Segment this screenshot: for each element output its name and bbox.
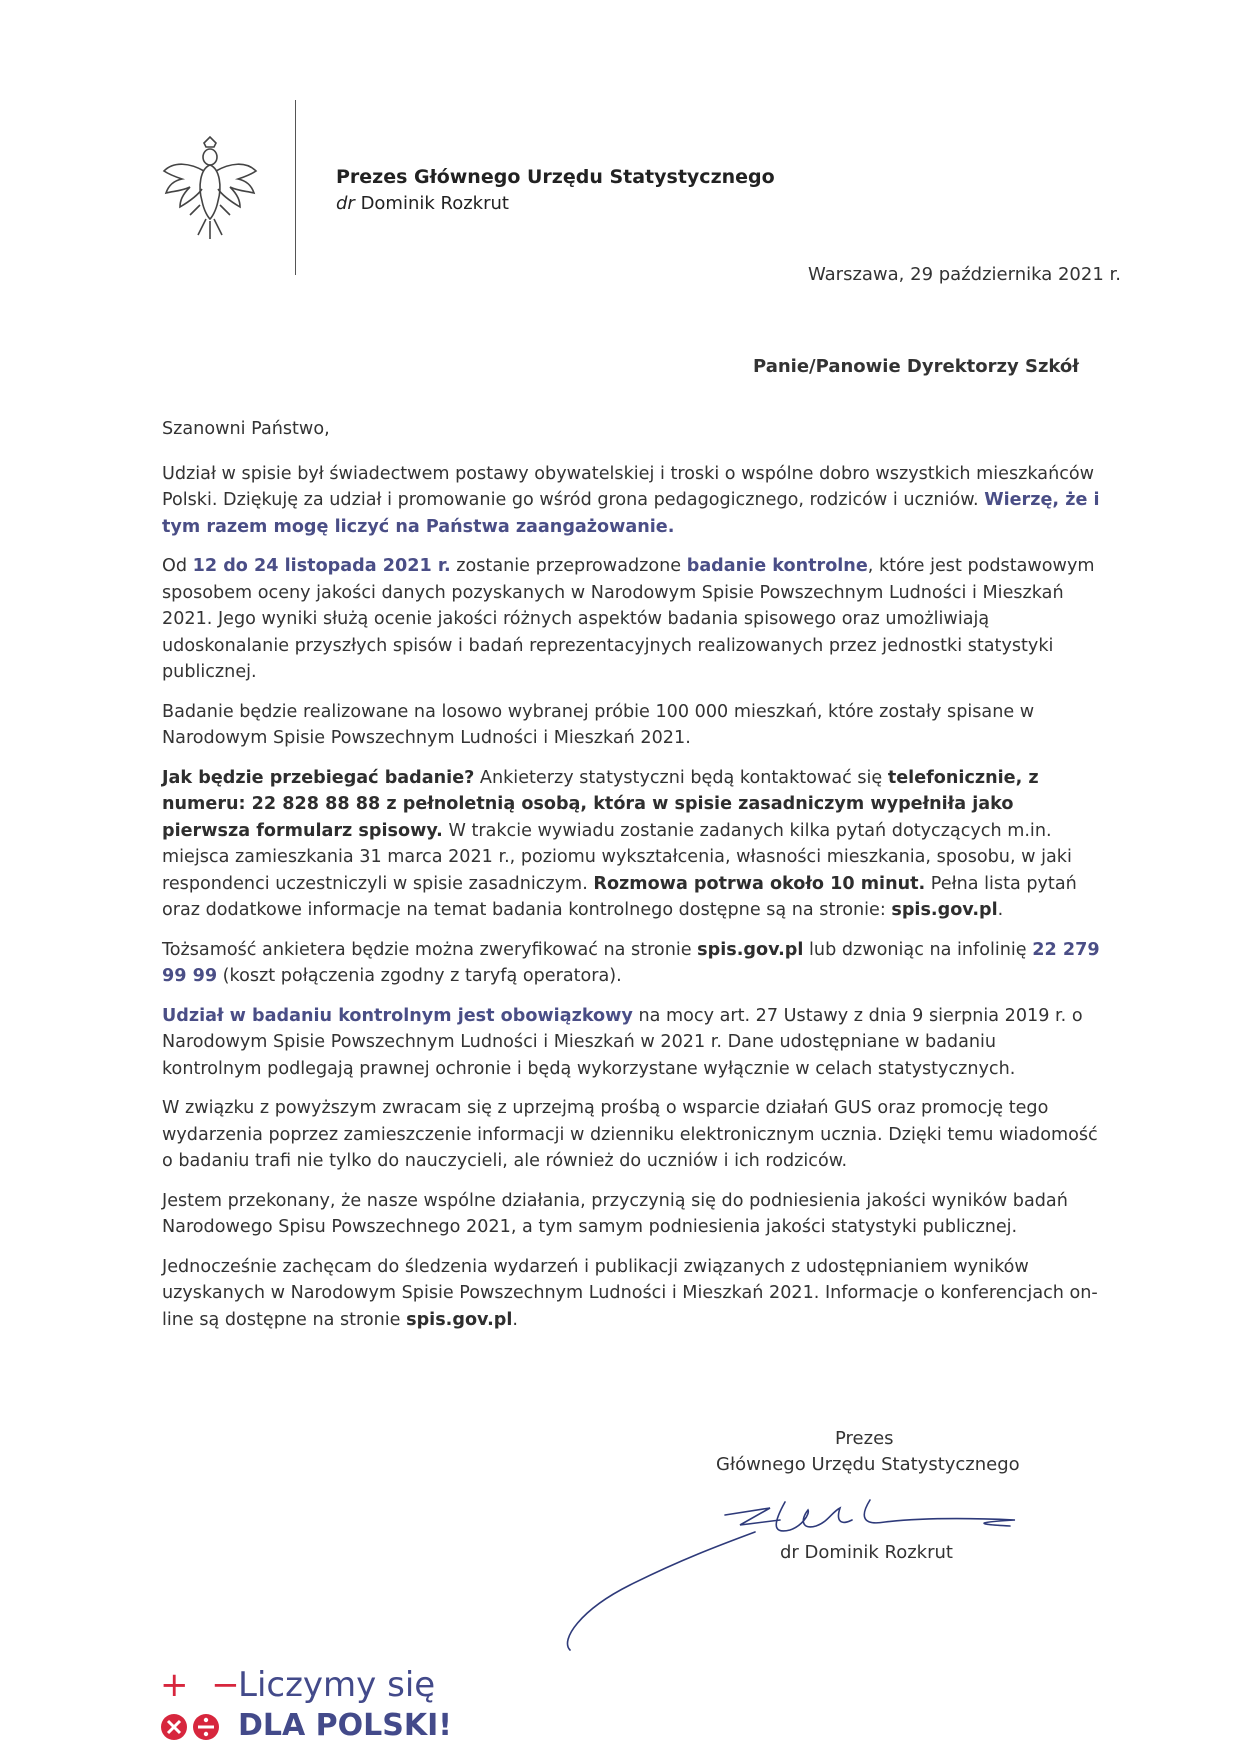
p2-text-e: , które jest podstawowym sposobem oceny jakości danych pozyskanych w Narodowym Spisie Powszechnym Ludności i Mieszkań 2021. Jego wyniki służą ocenie jakości różnych aspektów badania spisowego oraz umożliwiają udoskonalanie przyszłych spisów i badań reprezentacyjnych realizowanych przez jednostki statystyki publicznej.	[162, 556, 1095, 682]
polish-eagle-emblem-icon	[160, 135, 260, 245]
p2-text-a: Od	[162, 556, 193, 576]
paragraph-4	[162, 765, 1100, 924]
paragraph-1	[162, 461, 1100, 541]
signatory-name: dr Dominik Rozkrut	[780, 1542, 953, 1563]
p6-text-b: na mocy art. 27 Ustawy z dnia 9 sierpnia 2019 r. o Narodowym Spisie Powszechnym Ludności i Mieszkań w 2021 r. Dane udostępniane w badaniu kontrolnym podlegają prawnej ochronie i będą wykorzystane wyłącznie w celach statystycznych.	[162, 1005, 1083, 1079]
addressee: Panie/Panowie Dyrektorzy Szkół	[753, 356, 1079, 377]
handwritten-signature	[540, 1490, 1140, 1660]
p4-text-d: W trakcie wywiadu zostanie zadanych kilka pytań dotyczących m.in. miejsca zamieszkania 31 marca 2021 r., poziomu wykształcenia, własności mieszkania, sposobu, w jaki respondenci uczestniczyli w spisie zasadniczym.	[162, 820, 1072, 894]
p1-emphasis: Wierzę, że i tym razem mogę liczyć na Państwa zaangażowanie.	[162, 490, 1100, 537]
p1-text: Udział w spisie był świadectwem postawy obywatelskiej i troski o wspólne dobro wszystkich mieszkańców Polski. Dziękuję za udział i promowanie go wśród grona pedagogicznego, rodziców i uczniów.	[162, 463, 1095, 510]
p6-mandatory: Udział w badaniu kontrolnym jest obowiązkowy	[162, 1005, 633, 1026]
header-title: Prezes Głównego Urzędu Statystycznego	[336, 166, 775, 188]
paragraph-2	[162, 553, 1100, 686]
greeting: Szanowni Państwo,	[162, 419, 330, 439]
p4-text-h: .	[997, 900, 1004, 920]
signature-title-line1: Prezes	[835, 1428, 894, 1449]
letter-date: Warszawa, 29 października 2021 r.	[808, 264, 1121, 285]
paragraph-7: W związku z powyższym zwracam się z uprzejmą prośbą o wsparcie działań GUS oraz promocję tego wydarzenia poprzez zamieszczenie informacji w dzienniku elektronicznym ucznia. Dzięki temu wiadomość o badaniu trafi nie tylko do nauczycieli, ale również do uczniów i ich rodziców.	[162, 1098, 1098, 1171]
logo-symbols: + −	[160, 1665, 246, 1705]
p4-phone-info: telefonicznie, z numeru: 22 828 88 88 z pełnoletnią osobą, która w spisie zasadniczym wypełniła jako pierwsza formularz spisowy.	[162, 767, 1039, 841]
header-sub-prefix: dr	[336, 193, 355, 214]
header-subtitle	[336, 193, 509, 214]
signature-title-line2: Głównego Urzędu Statystycznego	[716, 1454, 1020, 1475]
paragraph-9	[162, 1254, 1100, 1334]
p4-question: Jak będzie przebiegać badanie?	[162, 767, 475, 788]
paragraph-8: Jestem przekonany, że nasze wspólne działania, przyczynią się do podniesienia jakości wyników badań Narodowego Spisu Powszechnego 2021, a tym samym podniesienia jakości statystyki publicznej.	[162, 1190, 1068, 1237]
paragraph-3: Badanie będzie realizowane na losowo wybranej próbie 100 000 mieszkań, które zostały spisane w Narodowym Spisie Powszechnym Ludności i Mieszkań 2021.	[162, 701, 1035, 748]
campaign-logo	[160, 1665, 460, 1745]
logo-line1: Liczymy się	[238, 1665, 436, 1705]
p5-hotline: 22 279 99 99	[162, 939, 1100, 986]
paragraph-6	[162, 1003, 1100, 1083]
paragraph-5	[162, 937, 1100, 990]
p4-duration: Rozmowa potrwa około 10 minut.	[593, 873, 926, 894]
p9-text-c: .	[512, 1309, 518, 1330]
logo-math-icons	[160, 1711, 232, 1743]
p2-survey: badanie kontrolne	[686, 556, 868, 576]
p4-website-link[interactable]: spis.gov.pl	[891, 900, 998, 920]
p2-dates: 12 do 24 listopada 2021 r.	[192, 556, 451, 576]
logo-line2: DLA POLSKI!	[238, 1708, 452, 1743]
p2-text-c: zostanie przeprowadzone	[450, 556, 687, 576]
p9-text-a: Jednocześnie zachęcam do śledzenia wydarzeń i publikacji związanych z udostępnianiem wyników uzyskanych w Narodowym Spisie Powszechnym Ludności i Mieszkań 2021. Informacje o konferencjach on-line są dostępne na stronie	[162, 1256, 1098, 1330]
p5-text-e: (koszt połączenia zgodny z taryfą operatora).	[217, 966, 622, 986]
header-sub-name: Dominik Rozkrut	[360, 193, 509, 214]
p4-text-b: Ankieterzy statystyczni będą kontaktować się	[474, 767, 888, 788]
p9-website-link[interactable]: spis.gov.pl	[406, 1309, 513, 1330]
header-divider	[295, 100, 296, 275]
p5-text-c: lub dzwoniąc na infolinię	[803, 939, 1033, 960]
p4-text-f: Pełna lista pytań oraz dodatkowe informacje na temat badania kontrolnego dostępne są na stronie:	[162, 873, 1077, 920]
p5-text-a: Tożsamość ankietera będzie można zweryfikować na stronie	[162, 939, 698, 960]
p5-website-link[interactable]: spis.gov.pl	[697, 939, 804, 960]
letter-body	[162, 416, 1100, 1346]
